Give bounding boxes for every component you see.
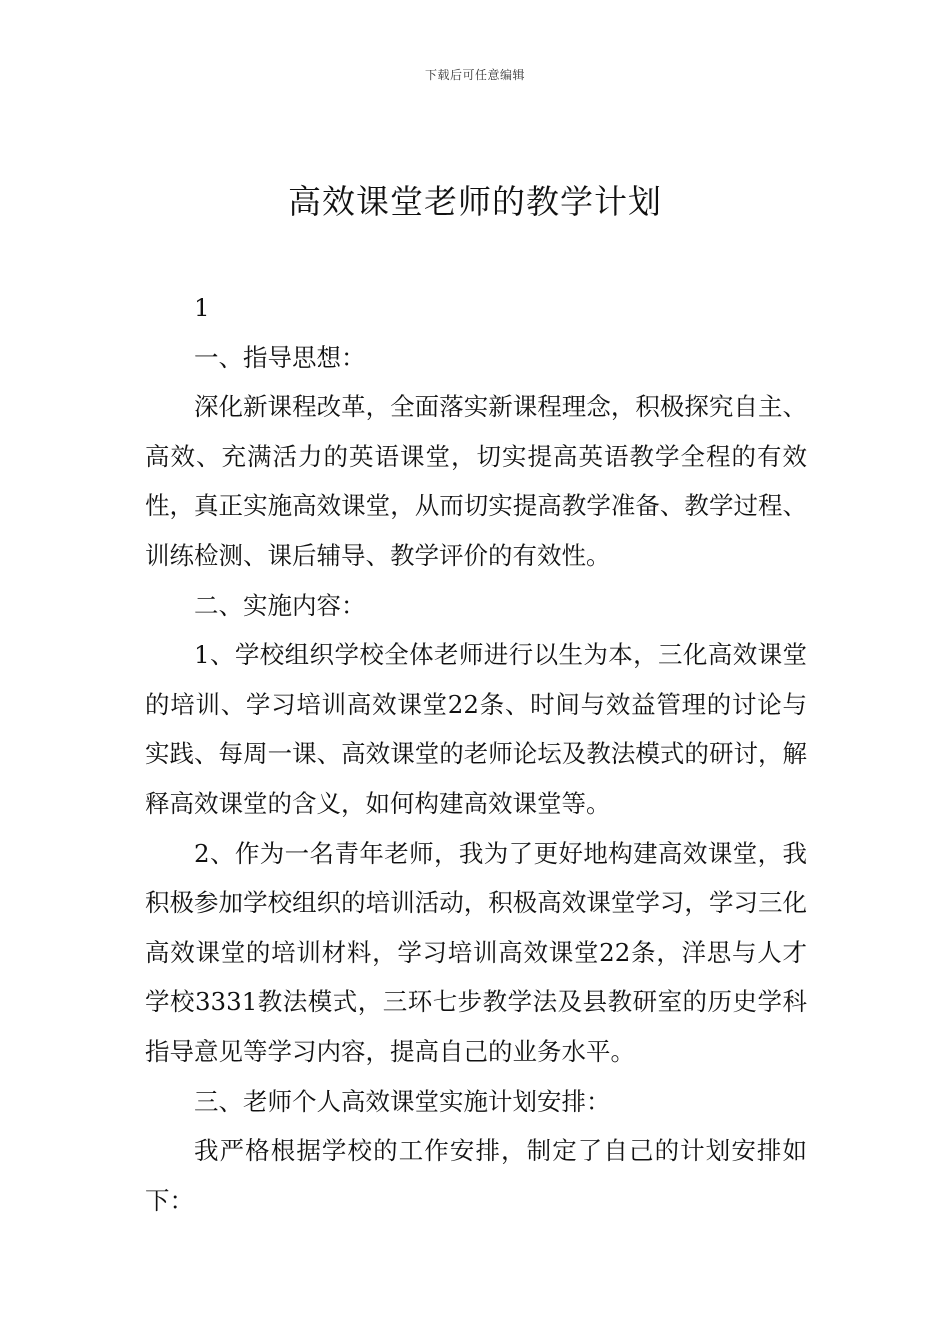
section-heading-implementation: 二、实施内容： xyxy=(194,590,366,620)
section-heading-guiding-ideology: 一、指导思想： xyxy=(194,342,366,372)
document-title: 高效课堂老师的教学计划 xyxy=(288,182,662,221)
paragraph-implementation-2: 2、作为一名青年老师，我为了更好地构建高效课堂，我积极参加学校组织的培训活动，积极高效课堂学习，学习三化高效课堂的培训材料，学习培训高效课堂22条，洋思与人才学校3331教法模式，三环七步教学法及县教研室的历史学科指导意见等学习内容，提高自己的业务水平。 xyxy=(145,838,807,1066)
paragraph-personal-plan: 我严格根据学校的工作安排，制定了自己的计划安排如下： xyxy=(145,1136,807,1215)
paragraph-number: 1 xyxy=(194,293,210,322)
section-heading-personal-plan: 三、老师个人高效课堂实施计划安排： xyxy=(194,1086,611,1116)
header-note: 下载后可任意编辑 xyxy=(424,68,525,82)
paragraph-implementation-1: 1、学校组织学校全体老师进行以生为本，三化高效课堂的培训、学习培训高效课堂22条、时间与效益管理的讨论与实践、每周一课、高效课堂的老师论坛及教法模式的研讨，解释高效课堂的含义，如何构建高效课堂等。 xyxy=(145,640,807,818)
paragraph-guiding-ideology: 深化新课程改革，全面落实新课程理念，积极探究自主、高效、充满活力的英语课堂，切实提高英语教学全程的有效性，真正实施高效课堂，从而切实提高教学准备、教学过程、训练检测、课后辅导、教学评价的有效性。 xyxy=(145,392,807,570)
document-body xyxy=(145,283,807,1225)
